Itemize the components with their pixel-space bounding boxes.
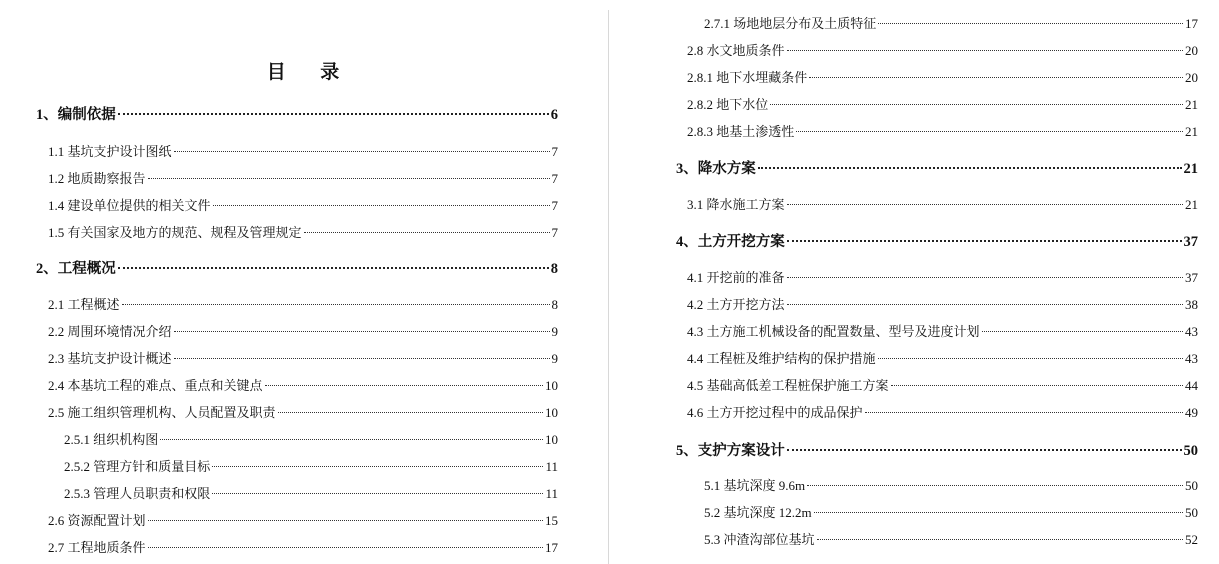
toc-page-left xyxy=(0,0,608,564)
toc-entry-label: 5、支护方案设计 xyxy=(676,443,785,459)
toc-entry-page: 49 xyxy=(1185,405,1198,420)
toc-entry[interactable] xyxy=(687,348,1198,368)
toc-entry[interactable] xyxy=(48,222,558,242)
toc-entry[interactable] xyxy=(687,267,1198,287)
toc-entry-label: 2.5.3 管理人员职责和权限 xyxy=(64,486,211,501)
toc-entry[interactable] xyxy=(676,439,1198,459)
toc-entry-page: 8 xyxy=(550,261,558,277)
toc-entry-page: 43 xyxy=(1185,351,1198,366)
toc-entry-label: 4.2 土方开挖方法 xyxy=(687,297,785,312)
toc-entry-page: 7 xyxy=(551,144,558,159)
toc-entry[interactable] xyxy=(64,483,558,503)
toc-entry-page: 20 xyxy=(1185,43,1198,58)
toc-entry-label: 4.3 土方施工机械设备的配置数量、型号及进度计划 xyxy=(687,324,980,339)
toc-entry-page: 11 xyxy=(545,486,558,501)
dot-leader xyxy=(122,304,550,305)
toc-entry[interactable] xyxy=(36,103,558,123)
toc-entry-label: 2.8 水文地质条件 xyxy=(687,43,785,58)
toc-entry[interactable] xyxy=(687,321,1198,341)
toc-entry-page: 10 xyxy=(545,405,558,420)
toc-entry[interactable] xyxy=(687,294,1198,314)
toc-entry[interactable] xyxy=(48,375,558,395)
toc-entry-label: 1.1 基坑支护设计图纸 xyxy=(48,144,172,159)
dot-leader xyxy=(213,205,550,206)
toc-entry[interactable] xyxy=(48,402,558,422)
dot-leader xyxy=(787,304,1183,305)
toc-entry-page: 52 xyxy=(1185,532,1198,547)
dot-leader xyxy=(174,331,550,332)
toc-entry-label: 5.3 冲渣沟部位基坑 xyxy=(704,532,815,547)
toc-entry-label: 3、降水方案 xyxy=(676,161,756,177)
toc-entry-label: 1.5 有关国家及地方的规范、规程及管理规定 xyxy=(48,225,302,240)
toc-entry-label: 4.5 基础高低差工程桩保护施工方案 xyxy=(687,378,889,393)
dot-leader xyxy=(174,151,550,152)
toc-entry-label: 2.4 本基坑工程的难点、重点和关键点 xyxy=(48,378,263,393)
page-divider xyxy=(608,10,609,564)
toc-entry-label: 5.1 基坑深度 9.6m xyxy=(704,478,806,493)
toc-title: 目 录 xyxy=(266,61,354,83)
toc-entry-label: 2.8.2 地下水位 xyxy=(687,97,769,112)
toc-entry[interactable] xyxy=(36,257,558,277)
toc-entry[interactable] xyxy=(704,475,1198,495)
dot-leader xyxy=(865,412,1183,413)
toc-entry-label: 2.7.1 场地地层分布及土质特征 xyxy=(704,16,877,31)
dot-leader xyxy=(212,466,543,467)
toc-entry-label: 2.3 基坑支护设计概述 xyxy=(48,351,172,366)
toc-entry-page: 21 xyxy=(1185,97,1198,112)
toc-entry-page: 10 xyxy=(545,432,558,447)
toc-entry[interactable] xyxy=(704,502,1198,522)
toc-entry-label: 2.8.3 地基土渗透性 xyxy=(687,124,795,139)
toc-entry-page: 6 xyxy=(550,107,558,123)
dot-leader xyxy=(118,113,549,115)
dot-leader xyxy=(278,412,543,413)
toc-entry-page: 38 xyxy=(1185,297,1198,312)
toc-entry[interactable] xyxy=(48,348,558,368)
toc-entry-label: 5.2 基坑深度 12.2m xyxy=(704,505,812,520)
toc-entry-page: 9 xyxy=(551,351,558,366)
toc-entry[interactable] xyxy=(48,141,558,161)
toc-entry[interactable] xyxy=(48,537,558,557)
toc-entry-page: 21 xyxy=(1183,161,1198,177)
toc-entry-label: 4、土方开挖方案 xyxy=(676,234,785,250)
toc-entry[interactable] xyxy=(48,294,558,314)
dot-leader xyxy=(787,204,1183,205)
dot-leader xyxy=(891,385,1183,386)
toc-entry[interactable] xyxy=(687,94,1198,114)
toc-entry-page: 50 xyxy=(1185,478,1198,493)
dot-leader xyxy=(878,358,1183,359)
dot-leader xyxy=(809,77,1183,78)
toc-entry-label: 2、工程概况 xyxy=(36,261,116,277)
toc-entry-label: 1、编制依据 xyxy=(36,107,116,123)
toc-entry-page: 50 xyxy=(1183,443,1198,459)
toc-entry-label: 2.5.1 组织机构图 xyxy=(64,432,159,447)
toc-entry-label: 4.1 开挖前的准备 xyxy=(687,270,785,285)
dot-leader xyxy=(148,178,550,179)
toc-entry-page: 50 xyxy=(1185,505,1198,520)
dot-leader xyxy=(878,23,1183,24)
dot-leader xyxy=(807,485,1183,486)
toc-entry-page: 8 xyxy=(551,297,558,312)
toc-entry[interactable] xyxy=(687,375,1198,395)
dot-leader xyxy=(160,439,543,440)
dot-leader xyxy=(982,331,1183,332)
toc-entry-page: 21 xyxy=(1185,124,1198,139)
toc-entry-page: 7 xyxy=(551,198,558,213)
toc-entry-page: 37 xyxy=(1183,234,1198,250)
toc-entry-label: 2.6 资源配置计划 xyxy=(48,513,146,528)
toc-entry-label: 3.1 降水施工方案 xyxy=(687,197,785,212)
toc-entry[interactable] xyxy=(704,529,1198,549)
toc-entry-page: 7 xyxy=(551,225,558,240)
toc-entry[interactable] xyxy=(676,230,1198,250)
toc-entry[interactable] xyxy=(48,321,558,341)
toc-entry-page: 37 xyxy=(1185,270,1198,285)
toc-entry-label: 2.2 周围环境情况介绍 xyxy=(48,324,172,339)
toc-entry-label: 1.2 地质勘察报告 xyxy=(48,171,146,186)
toc-entry[interactable] xyxy=(687,121,1198,141)
toc-entry-page: 20 xyxy=(1185,70,1198,85)
toc-entry[interactable] xyxy=(48,168,558,188)
toc-entry[interactable] xyxy=(687,40,1198,60)
dot-leader xyxy=(787,50,1183,51)
toc-entry-page: 44 xyxy=(1185,378,1198,393)
toc-entry-label: 2.5 施工组织管理机构、人员配置及职责 xyxy=(48,405,276,420)
toc-entry-page: 17 xyxy=(545,540,558,555)
toc-page-right xyxy=(610,0,1219,564)
dot-leader xyxy=(265,385,543,386)
dot-leader xyxy=(787,449,1182,451)
toc-entry[interactable] xyxy=(48,195,558,215)
dot-leader xyxy=(814,512,1183,513)
dot-leader xyxy=(787,277,1183,278)
dot-leader xyxy=(304,232,550,233)
dot-leader xyxy=(796,131,1183,132)
toc-entry[interactable] xyxy=(64,456,558,476)
toc-entry-label: 1.4 建设单位提供的相关文件 xyxy=(48,198,211,213)
toc-entry[interactable] xyxy=(64,429,558,449)
toc-entry-page: 15 xyxy=(545,513,558,528)
toc-entry-page: 21 xyxy=(1185,197,1198,212)
toc-entry-label: 2.7 工程地质条件 xyxy=(48,540,146,555)
dot-leader xyxy=(770,104,1183,105)
toc-entry-label: 2.8.1 地下水埋藏条件 xyxy=(687,70,808,85)
dot-leader xyxy=(148,520,543,521)
dot-leader xyxy=(174,358,550,359)
dot-leader xyxy=(148,547,543,548)
toc-entry-page: 10 xyxy=(545,378,558,393)
toc-entry-page: 7 xyxy=(551,171,558,186)
toc-entry-page: 11 xyxy=(545,459,558,474)
toc-entry-page: 9 xyxy=(551,324,558,339)
toc-entry[interactable] xyxy=(687,402,1198,422)
toc-entry[interactable] xyxy=(676,157,1198,177)
toc-entry[interactable] xyxy=(48,510,558,530)
toc-entry-label: 4.4 工程桩及维护结构的保护措施 xyxy=(687,351,876,366)
dot-leader xyxy=(758,167,1182,169)
toc-entry[interactable] xyxy=(704,13,1198,33)
toc-entry-label: 2.5.2 管理方针和质量目标 xyxy=(64,459,211,474)
dot-leader xyxy=(817,539,1183,540)
toc-entry[interactable] xyxy=(687,67,1198,87)
toc-entry-page: 17 xyxy=(1185,16,1198,31)
toc-entry-label: 4.6 土方开挖过程中的成品保护 xyxy=(687,405,863,420)
dot-leader xyxy=(118,267,549,269)
dot-leader xyxy=(212,493,543,494)
toc-entry[interactable] xyxy=(687,194,1198,214)
toc-entry-page: 43 xyxy=(1185,324,1198,339)
dot-leader xyxy=(787,240,1182,242)
toc-entry-label: 2.1 工程概述 xyxy=(48,297,120,312)
